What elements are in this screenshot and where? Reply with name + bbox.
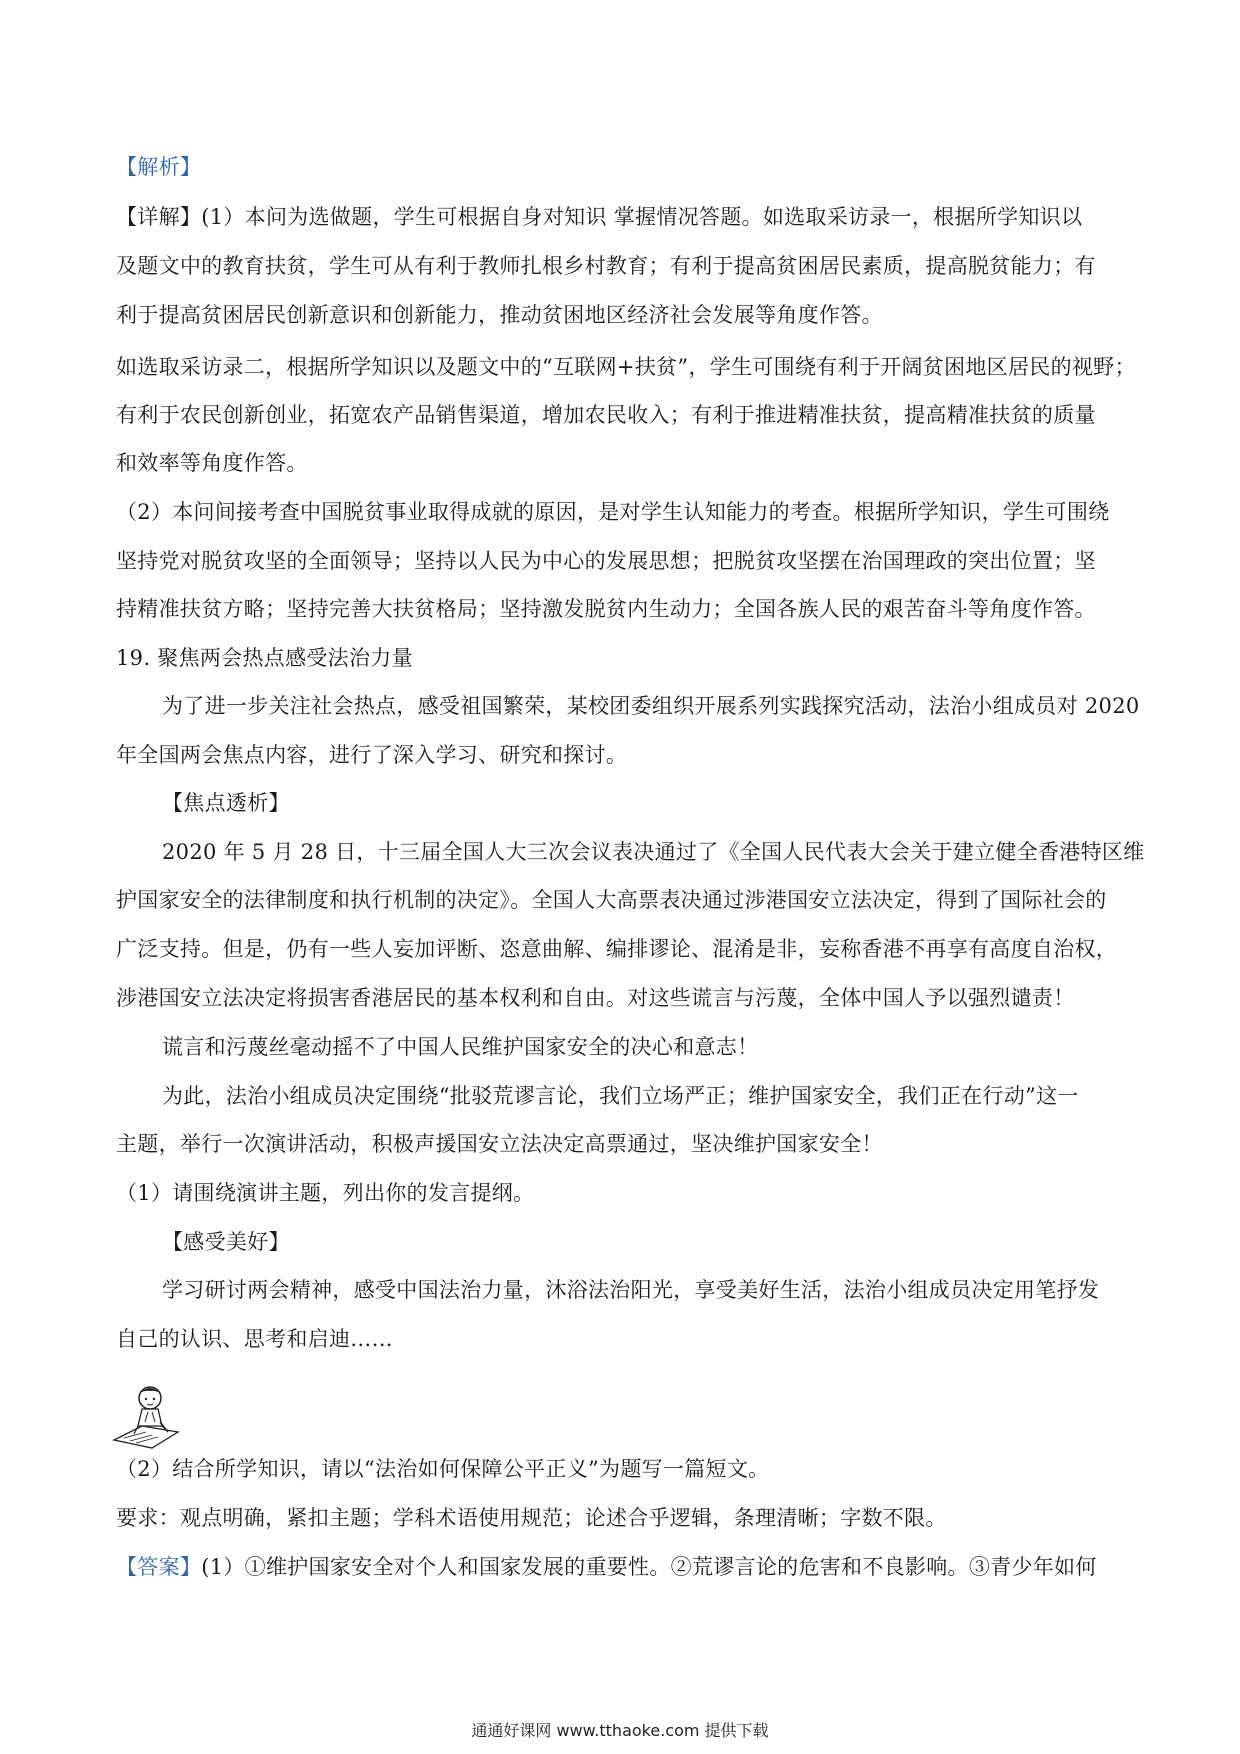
detail-line-5: 有利于农民创新创业，拓宽农产品销售渠道，增加农民收入；有利于推进精准扶贫，提高精准扶贫的质量 [116,403,1096,427]
focus-tag: 【焦点透析】 [162,791,290,815]
answer-tag: 【答案】 [116,1555,202,1579]
focus-para-line-3: 广泛支持。但是，仍有一些人妄加评断、恣意曲解、编排谬论、混淆是非，妄称香港不再享有高度自治权， [116,937,1118,961]
para-4-line-2: 自己的认识、思考和启迪…… [116,1327,393,1351]
question-title: 19. 聚焦两会热点感受法治力量 [116,646,413,670]
detail-line-7: （2）本问间接考查中国脱贫事业取得成就的原因，是对学生认知能力的考查。根据所学知识，学生可围绕 [116,500,1110,524]
subquestion-2: （2）结合所学知识，请以“法治如何保障公平正义”为题写一篇短文。 [116,1457,770,1481]
detail-line-8: 坚持党对脱贫攻坚的全面领导；坚持以人民为中心的发展思想；把脱贫攻坚摆在治国理政的突出位置；坚 [116,549,1096,573]
intro-line-2: 年全国两会焦点内容，进行了深入学习、研究和探讨。 [116,743,628,767]
detail-line-4: 如选取采访录二，根据所学知识以及题文中的“互联网+扶贫”，学生可围绕有利于开阔贫困地区居民的视野； [116,355,1136,379]
detail-line-3: 利于提高贫困居民创新意识和创新能力，推动贫困地区经济社会发展等角度作答。 [116,303,883,327]
detail-line-9: 持精准扶贫方略；坚持完善大扶贫格局；坚持激发脱贫内生动力；全国各族人民的艰苦奋斗等角度作答。 [116,597,1096,621]
detail-line-6: 和效率等角度作答。 [116,451,308,475]
detail-line-2: 及题文中的教育扶贫，学生可从有利于教师扎根乡村教育；有利于提高贫困居民素质，提高脱贫能力；有 [116,254,1096,278]
footer-text: 通通好课网 www.tthaoke.com 提供下载 [471,1721,769,1740]
para-3-line-1: 为此，法治小组成员决定围绕“批驳荒谬言论，我们立场严正；维护国家安全，我们正在行动”这一 [162,1084,1079,1108]
focus-para-line-4: 涉港国安立法决定将损害香港居民的基本权利和自由。对这些谎言与污蔑，全体中国人予以强烈谴责！ [116,986,1075,1010]
focus-para-line-2: 护国家安全的法律制度和执行机制的决定》。全国人大高票表决通过涉港国安立法决定，得到了国际社会的 [116,888,1107,912]
requirements: 要求：观点明确，紧扣主题；学科术语使用规范；论述合乎逻辑，条理清晰；字数不限。 [116,1506,947,1530]
para-2: 谎言和污蔑丝毫动摇不了中国人民维护国家安全的决心和意志！ [162,1035,759,1059]
para-3-line-2: 主题，举行一次演讲活动，积极声援国安立法决定高票通过，坚决维护国家安全！ [116,1132,883,1156]
para-4-line-1: 学习研讨两会精神，感受中国法治力量，沐浴法治阳光，享受美好生活，法治小组成员决定用笔抒发 [162,1278,1100,1302]
analysis-tag: 【解析】 [116,155,202,179]
answer-line [116,1552,1136,1582]
focus-para-line-1: 2020 年 5 月 28 日，十三届全国人大三次会议表决通过了《全国人民代表大会关于建立健全香港特区维 [162,840,1145,864]
subquestion-1: （1）请围绕演讲主题，列出你的发言提纲。 [116,1181,535,1205]
intro-line-1: 为了进一步关注社会热点，感受祖国繁荣，某校团委组织开展系列实践探究活动，法治小组成员对 2020 [162,694,1140,718]
answer-text: (1）①维护国家安全对个人和国家发展的重要性。②荒谬言论的危害和不良影响。③青少年如何 [201,1555,1097,1579]
detail-line-1: 【详解】(1）本问为选做题，学生可根据自身对知识 掌握情况答题。如选取采访录一，根据所学知识以 [116,205,1083,229]
feel-tag: 【感受美好】 [162,1230,290,1254]
student-writing-illustration [112,1382,182,1454]
